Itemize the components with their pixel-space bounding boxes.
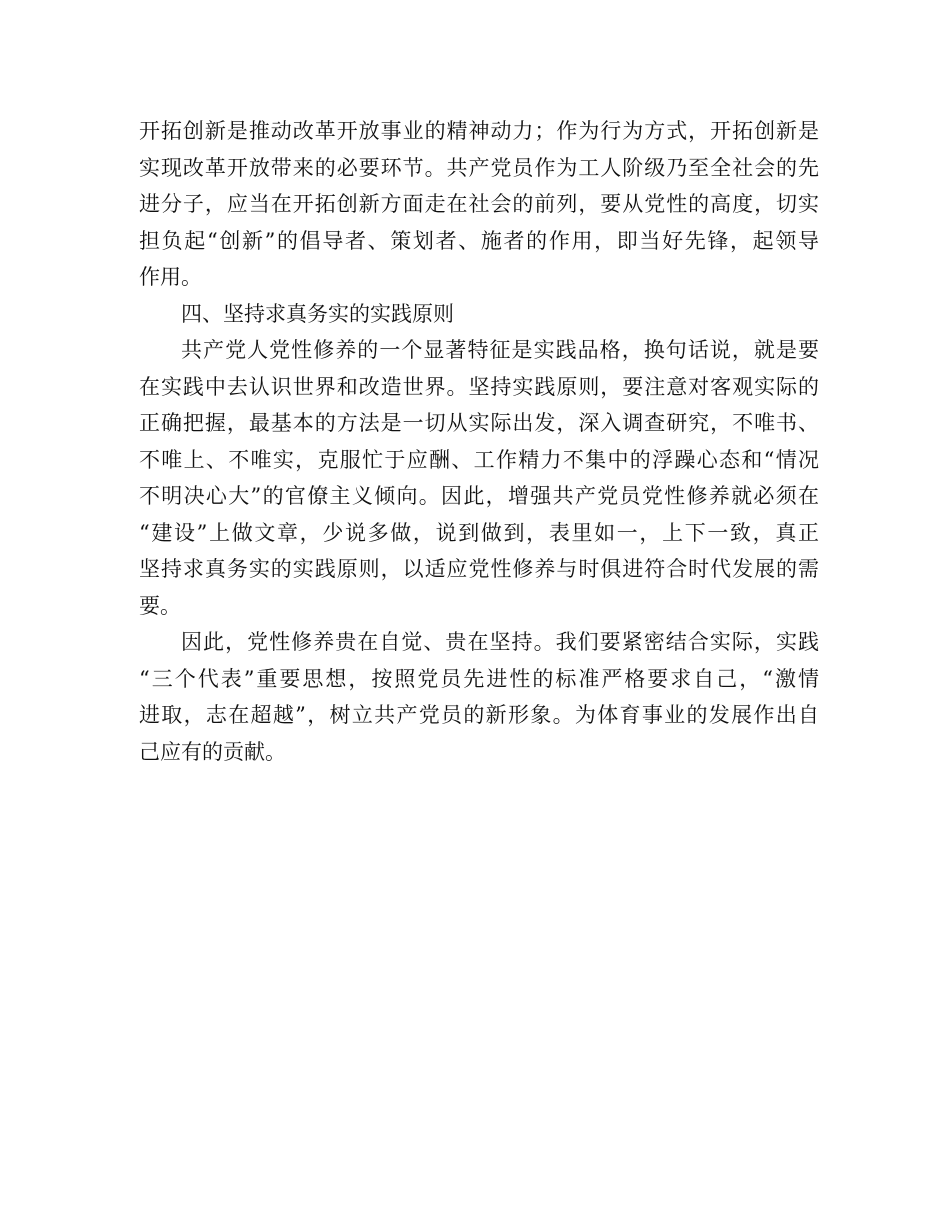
paragraph-line: 共产党人党性修养的一个显著特征是实践品格，换句话说，就是要	[181, 338, 819, 362]
paragraph-line: 因此，党性修养贵在自觉、贵在坚持。我们要紧密结合实际，实践	[181, 630, 819, 654]
paragraph-line: 开拓创新是推动改革开放事业的精神动力；作为行为方式，开拓创新是	[139, 119, 819, 143]
paragraph-line: 进分子，应当在开拓创新方面走在社会的前列，要从党性的高度，切实	[139, 192, 819, 216]
paragraph-line: 正确把握，最基本的方法是一切从实际出发，深入调查研究，不唯书、	[139, 411, 819, 435]
paragraph-line: 坚持求真务实的实践原则，以适应党性修养与时俱进符合时代发展的需	[139, 557, 819, 581]
paragraph-line: “三个代表”重要思想，按照党员先进性的标准严格要求自己，“激情	[139, 666, 819, 691]
paragraph-line: 实现改革开放带来的必要环节。共产党员作为工人阶级乃至全社会的先	[139, 155, 819, 180]
paragraph-line: “建设”上做文章，少说多做，说到做到，表里如一，上下一致，真正	[139, 520, 819, 545]
paragraph-line: 要。	[139, 593, 181, 618]
paragraph-line: 不明决心大”的官僚主义倾向。因此，增强共产党员党性修养就必须在	[139, 484, 819, 508]
paragraph-line: 担负起“创新”的倡导者、策划者、施者的作用，即当好先锋，起领导	[139, 228, 819, 253]
paragraph-line: 己应有的贡献。	[139, 739, 286, 764]
section-heading: 四、坚持求真务实的实践原则	[181, 301, 454, 326]
paragraph-line: 在实践中去认识世界和改造世界。坚持实践原则，要注意对客观实际的	[139, 374, 819, 399]
paragraph-line: 不唯上、不唯实，克服忙于应酬、工作精力不集中的浮躁心态和“情况	[139, 447, 819, 472]
body-text	[139, 113, 819, 770]
paragraph-line: 进取，志在超越”，树立共产党员的新形象。为体育事业的发展作出自	[139, 703, 819, 727]
paragraph-line: 作用。	[139, 265, 202, 289]
